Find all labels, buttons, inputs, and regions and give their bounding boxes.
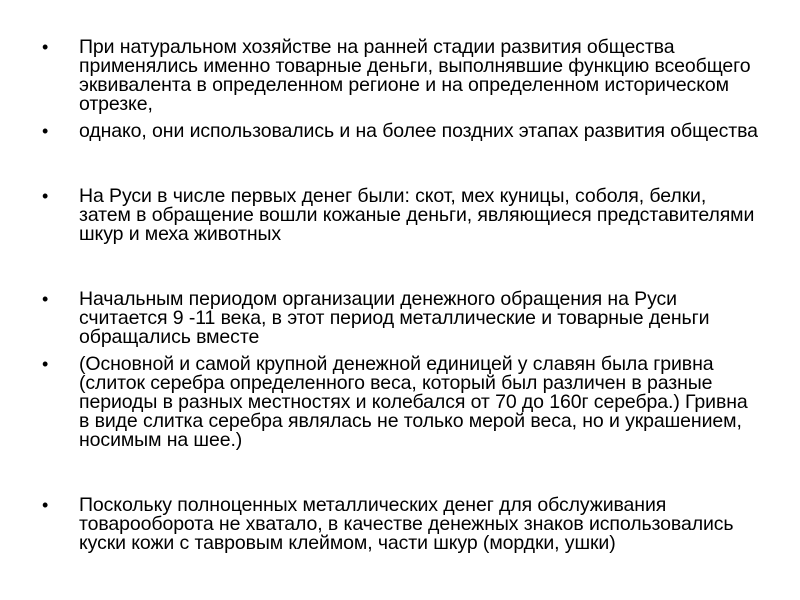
bullet-item-leather-pieces: [40, 496, 760, 553]
bullet-text: При натуральном хозяйстве на ранней стадии развития общества применялись именно товарные деньги, выполнявшие функцию всеобщего эквивалента в определенном регионе и на определенном историческом отрезке,: [79, 36, 751, 115]
bullet-icon: •: [42, 37, 49, 57]
bullet-text: (Основной и самой крупной денежной единицей у славян была гривна (слиток серебра определенного веса, который был различен в разные периоды в разных местностях и колебался от 70 до 160г серебра.) Гривна в виде слитка серебра являлась не только мерой веса, но и украшением, носимым на шее.): [79, 353, 748, 451]
bullet-item-natural-economy: [40, 38, 760, 114]
bullet-item-initial-period: [40, 290, 760, 347]
bullet-text: Начальным периодом организации денежного обращения на Руси считается 9 -11 века, в этот период металлические и товарные деньги обращались вместе: [79, 288, 710, 348]
bullet-list: [40, 38, 760, 553]
bullet-icon: •: [42, 495, 49, 515]
bullet-item-grivna: [40, 355, 760, 450]
bullet-text: На Руси в числе первых денег были: скот, мех куницы, соболя, белки, затем в обращение вошли кожаные деньги, являющиеся представителями шкур и меха животных: [79, 185, 755, 245]
bullet-icon: •: [42, 289, 49, 309]
bullet-item-first-money-rus: [40, 187, 760, 244]
bullet-item-later-stages: [40, 122, 760, 141]
bullet-icon: •: [42, 121, 49, 141]
bullet-text: однако, они использовались и на более поздних этапах развития общества: [79, 120, 758, 142]
bullet-text: Поскольку полноценных металлических денег для обслуживания товарооборота не хватало, в качестве денежных знаков использовались куски кожи с тавровым клеймом, части шкур (мордки, ушки): [79, 494, 734, 554]
bullet-icon: •: [42, 186, 49, 206]
bullet-icon: •: [42, 354, 49, 374]
